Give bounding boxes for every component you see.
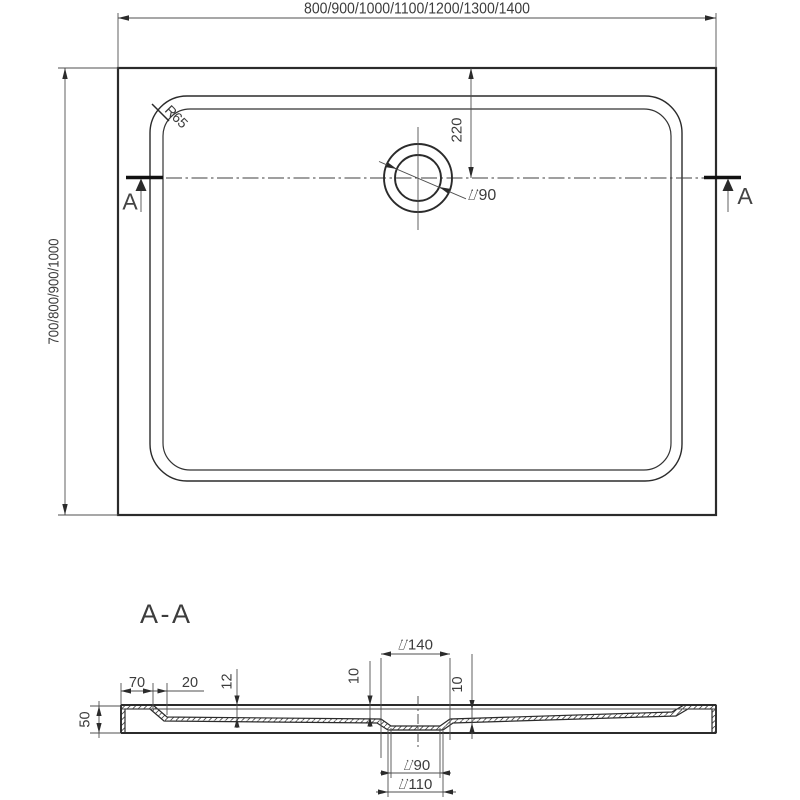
arrowhead [439,187,450,194]
arrowhead [705,15,716,20]
floor-depth-right-label: 10 [450,676,466,693]
arrowhead [378,789,388,794]
tray-outline [118,68,716,515]
arrowhead [381,651,391,656]
arrowhead [468,167,473,178]
section-title: A-A [140,599,193,629]
step-depth-label: 12 [219,673,236,690]
drain-seat-label: ⌰140 [398,636,433,654]
arrowhead [386,162,397,169]
section-letter-left: A [122,188,138,215]
height-label: 50 [77,711,94,728]
section-letter-right: A [737,183,753,209]
depth-dimension-label: 700/800/900/1000 [45,223,63,345]
arrowhead [469,723,474,733]
arrowhead [118,15,129,20]
arrowhead [96,723,101,733]
arrowhead [367,696,372,706]
depth-dimension [46,68,119,515]
arrowhead [381,770,391,775]
section-view [78,599,717,797]
arrowhead [443,789,453,794]
drain-diameter-label: ⌰90 [468,187,497,204]
floor-depth-left-dimension [347,661,373,727]
drain-hole-label: ⌰90 [403,757,431,774]
height-dimension [78,701,121,738]
width-dimension-label: 800/900/1000/1100/1200/1300/1400 [304,0,531,18]
rim-width-label: 70 [128,675,146,691]
step-width-label: 20 [181,675,199,691]
arrowhead [96,706,101,716]
arrowhead [234,696,239,706]
corner-radius-annotation [152,102,192,132]
section-marker-left [122,178,163,215]
floor-depth-right-dimension [450,654,475,739]
arrowhead [440,651,450,656]
width-dimension [118,1,716,69]
tray-rim-inner [163,109,671,470]
section-arrow-icon [723,179,734,192]
section-marker-right [704,178,753,213]
drain-offset-label: 220 [448,117,466,143]
top-view [46,1,754,516]
drain-offset-dimension [449,68,474,178]
drain-hole-dimension [380,728,451,778]
floor-depth-left-label: 10 [346,667,363,685]
arrowhead [62,504,67,515]
corner-radius-label: R65 [161,101,192,132]
arrowhead [158,689,168,694]
tray-rim-outer [150,96,682,481]
drain-base-label: ⌰110 [398,776,433,793]
arrowhead [468,68,473,79]
arrowhead [440,770,450,775]
arrowhead [62,68,67,79]
